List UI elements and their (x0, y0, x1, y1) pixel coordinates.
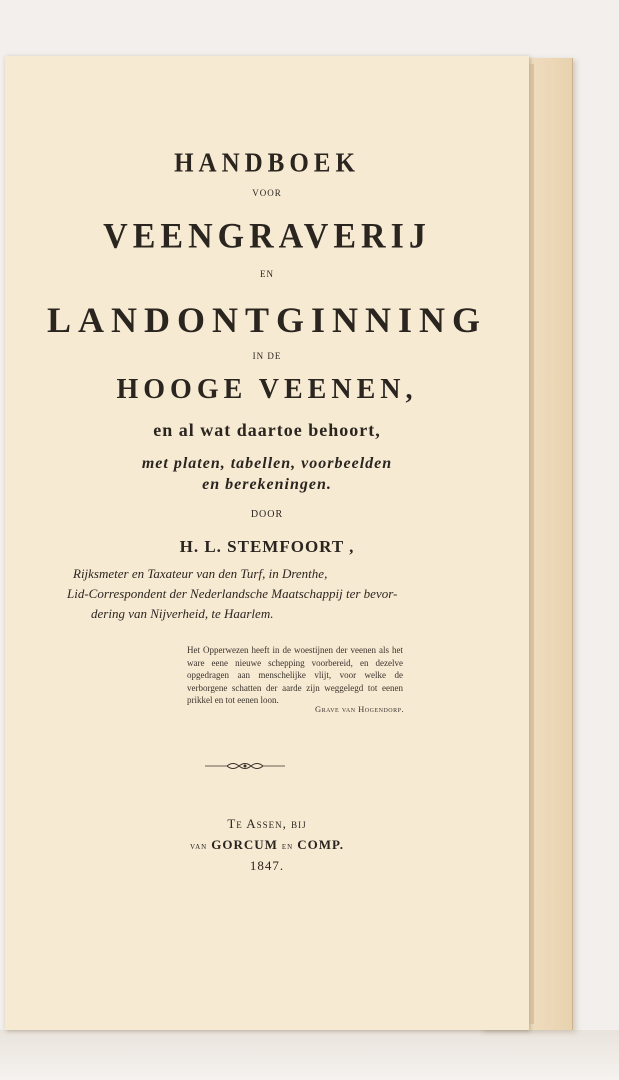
author-role-line2: Lid-Correspondent der Nederlandsche Maatschappij ter bevor- (67, 586, 398, 601)
title-page (5, 56, 529, 1030)
author-role-line3: dering van Nijverheid, te Haarlem. (91, 606, 274, 621)
title-en: EN (260, 269, 274, 279)
title-veengraverij: VEENGRAVERIJ (103, 217, 431, 256)
title-voor: VOOR (252, 188, 282, 198)
imprint-comp: COMP. (297, 837, 345, 852)
title-handboek: HANDBOEK (174, 148, 360, 179)
title-hooge-veenen: HOOGE VEENEN, (116, 374, 418, 405)
imprint-gorcum: GORCUM (211, 837, 278, 852)
imprint-publisher (5, 837, 529, 853)
imprint-year: 1847. (249, 858, 285, 873)
subtitle-berekeningen: en berekeningen. (202, 476, 332, 493)
title-in-de: IN DE (252, 351, 282, 361)
author-role (67, 564, 473, 624)
subtitle-met-platen: met platen, tabellen, voorbeelden (141, 455, 393, 472)
imprint-van: van (189, 841, 208, 852)
table-shadow (0, 1030, 619, 1080)
author-role-line1: Rijksmeter en Taxateur van den Turf, in Drenthe, (73, 566, 328, 581)
ornament-divider-icon (205, 761, 285, 771)
author-name: H. L. STEMFOORT , (179, 537, 355, 556)
imprint-en: en (281, 841, 294, 852)
epigraph-attribution: Grave van Hogendorp. (315, 704, 405, 714)
door-label: DOOR (250, 509, 284, 520)
title-landontginning: LANDONTGINNING (46, 300, 488, 340)
epigraph-quote: Het Opperwezen heeft in de woestijnen der veenen als het ware eene nieuwe schepping voorbereid, en dezelve opgedragen aan menschelijke vlijt, voor welke de verborgene schatten der aarde zijn weggelegd tot eenen prikkel en tot eenen loon. (187, 645, 403, 705)
subtitle-en-al: en al wat daartoe behoort, (153, 420, 381, 440)
imprint-place: Te Assen, bij (227, 816, 307, 831)
